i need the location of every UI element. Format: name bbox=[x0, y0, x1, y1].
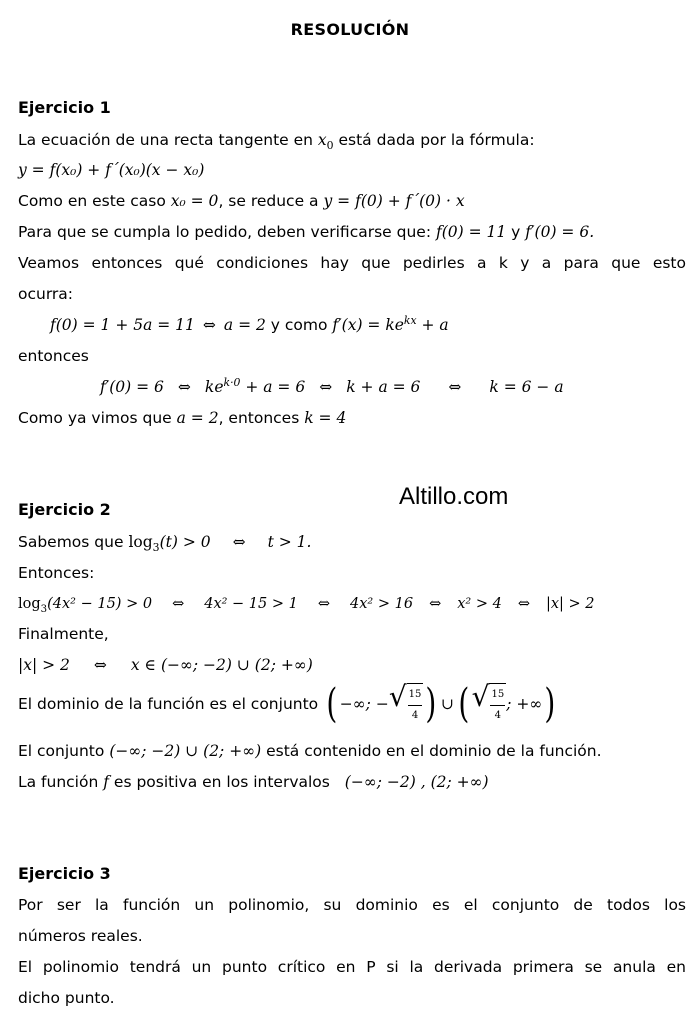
ex3-line-1: Por ser la función un polinomio, su dominio es el conjunto de todos los bbox=[18, 896, 686, 914]
ex2-line-5: |x| > 2 ⇔ x ∈ (−∞; −2) ∪ (2; +∞) bbox=[18, 656, 313, 674]
ex3-line-3: El polinomio tendrá un punto crítico en P si la derivada primera se anula en bbox=[18, 958, 686, 976]
ex2-line-1: Sabemos que $\log_3(t) > 0$ ⇔ t > 1. bbox=[18, 533, 312, 555]
ex2-line-4: Finalmente, bbox=[18, 625, 109, 643]
sqrt-symbol: √ $\frac{15}{4}$ bbox=[389, 683, 424, 726]
ex1-line-10: Como ya vimos que a = 2, entonces k = 4 bbox=[18, 409, 347, 427]
ex1-line-3: Como en este caso x₀ = 0, se reduce a y = f(0) + f´(0) · x bbox=[18, 192, 465, 210]
exercise-3-heading: Ejercicio 3 bbox=[18, 864, 111, 883]
ex1-line-7: f(0) = 1 + 5a = 11 ⇔ a = 2 y como $f'(x) = ke^{kx} + a$ bbox=[50, 313, 449, 334]
ex1-line-8: entonces bbox=[18, 347, 89, 365]
ex1-line-9: f′(0) = 6 ⇔ $ke^{k\cdot 0} + a = 6$ ⇔ k + a = 6 ⇔ k = 6 − a bbox=[100, 375, 564, 396]
ex2-line-8: La función f es positiva en los intervalos (−∞; −2) , (2; +∞) bbox=[18, 773, 489, 791]
sqrt-symbol: √ $\frac{15}{4}$ bbox=[472, 683, 507, 726]
ex1-line-6: ocurra: bbox=[18, 285, 74, 303]
ex1-line-5: Veamos entonces qué condiciones hay que pedirles a k y a para que esto bbox=[18, 254, 686, 272]
ex1-line-4: Para que se cumpla lo pedido, deben verificarse que: f(0) = 11 y f′(0) = 6. bbox=[18, 223, 595, 241]
ex2-line-2: Entonces: bbox=[18, 564, 95, 582]
page-title: RESOLUCIÓN bbox=[290, 20, 410, 39]
ex1-line-1: La ecuación de una recta tangente en $x_0$ está dada por la fórmula: bbox=[18, 131, 535, 153]
exercise-2-heading: Ejercicio 2 bbox=[18, 500, 111, 519]
ex2-line-7: El conjunto (−∞; −2) ∪ (2; +∞) está contenido en el dominio de la función. bbox=[18, 742, 602, 760]
domain-expression: ( −∞; − √ $\frac{15}{4}$ ) ∪ ( √ $\frac{15}{4}$ ; +∞ ) bbox=[326, 679, 556, 727]
ex2-line-3: $\log_3(4x^2 - 15) > 0$ ⇔ 4x² − 15 > 1 ⇔ 4x² > 16 ⇔ x² > 4 ⇔ |x| > 2 bbox=[18, 596, 595, 615]
ex3-line-2: números reales. bbox=[18, 927, 143, 945]
ex1-tangent-formula: y = f(x₀) + f´(x₀)(x − x₀) bbox=[18, 161, 205, 179]
exercise-1-heading: Ejercicio 1 bbox=[18, 98, 111, 117]
ex3-line-4: dicho punto. bbox=[18, 989, 115, 1007]
watermark-text: Altillo.com bbox=[399, 483, 509, 510]
ex2-line-6: El dominio de la función es el conjunto ( −∞; − √ $\frac{15}{4}$ ) ∪ ( √ $\frac{15}{4}$ ; +∞ ) bbox=[18, 684, 686, 724]
